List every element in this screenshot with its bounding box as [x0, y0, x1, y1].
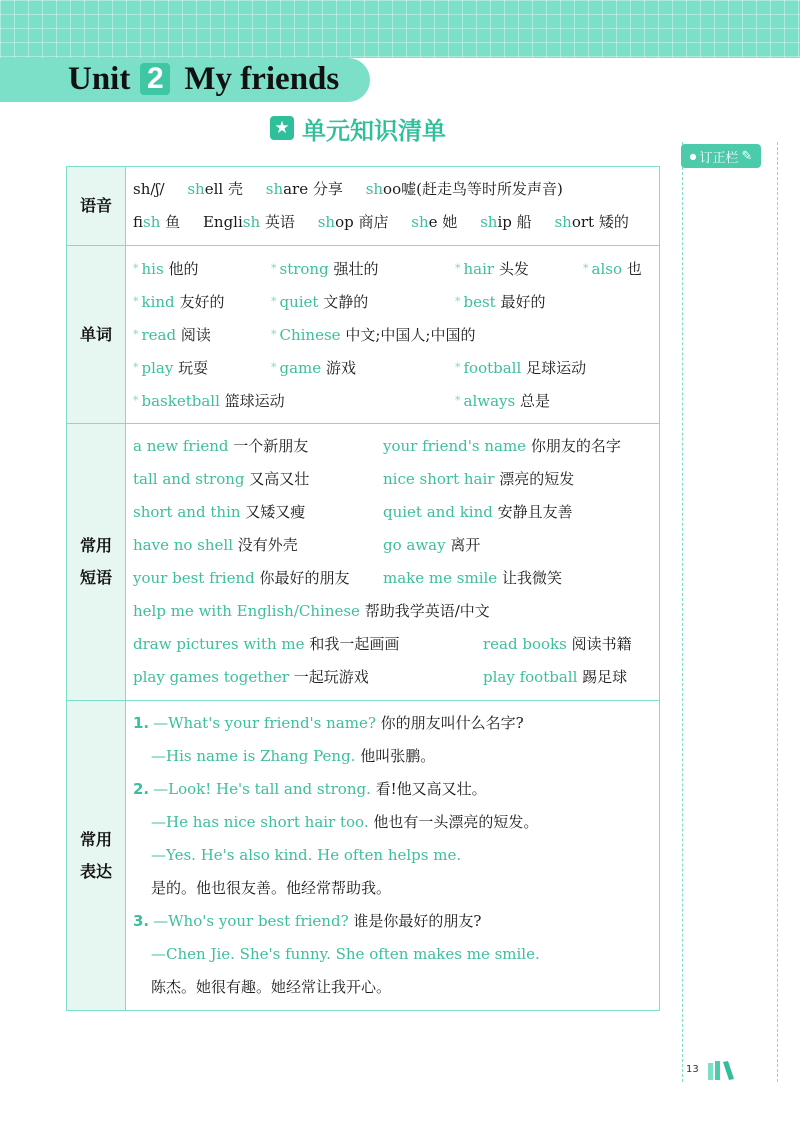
expression-line: 2. —Look! He's tall and strong. 看!他又高又壮。 — [133, 780, 487, 798]
phrase-item: play football 踢足球 — [483, 668, 628, 686]
expression-line: 3. —Who's your best friend? 谁是你最好的朋友? — [133, 912, 482, 930]
expressions-content — [126, 701, 660, 1011]
phrases-content — [126, 424, 660, 701]
vocab-item: * basketball 篮球运动 — [133, 392, 285, 410]
expressions-label: 常用 表达 — [67, 701, 126, 1011]
expression-line: 陈杰。她很有趣。她经常让我开心。 — [151, 978, 392, 996]
phrase-item: read books 阅读书籍 — [483, 635, 632, 653]
phonics-row — [67, 167, 660, 246]
vocab-item: * read 阅读 — [133, 326, 211, 344]
expression-line: —Chen Jie. She's funny. She often makes me smile. — [151, 945, 540, 963]
expression-line: —He has nice short hair too. 他也有一头漂亮的短发。 — [151, 813, 539, 831]
star-icon: ★ — [270, 116, 294, 140]
vocab-item: * also 也 — [583, 260, 642, 278]
section-heading — [270, 110, 446, 146]
phonics-word: ship 船 — [480, 213, 532, 231]
vocab-item: * game 游戏 — [271, 359, 356, 377]
phrase-item: quiet and kind 安静且友善 — [383, 503, 573, 521]
phonics-word: share 分享 — [265, 180, 343, 198]
vocab-item: * quiet 文静的 — [271, 293, 369, 311]
phonics-word: shop 商店 — [317, 213, 389, 231]
phrase-item: short and thin 又矮又瘦 — [133, 503, 306, 521]
expression-line: 1. —What's your friend's name? 你的朋友叫什么名字? — [133, 714, 524, 732]
phonics-word: she 她 — [411, 213, 458, 231]
phrase-item: your friend's name 你朋友的名字 — [383, 437, 621, 455]
phrase-item: have no shell 没有外壳 — [133, 536, 298, 554]
phrase-item: play games together 一起玩游戏 — [133, 668, 369, 686]
page-number: 13 — [686, 1064, 699, 1075]
vocab-item: * Chinese 中文;中国人;中国的 — [271, 326, 476, 344]
correction-column — [682, 142, 778, 1082]
knowledge-table — [66, 166, 660, 1011]
expression-line: —His name is Zhang Peng. 他叫张鹏。 — [151, 747, 436, 765]
vocab-content — [126, 246, 660, 424]
vocab-item: * football 足球运动 — [455, 359, 587, 377]
phonics-word: shoo嘘(赶走鸟等时所发声音) — [365, 180, 563, 198]
dot-icon: ● — [689, 151, 697, 161]
correction-label — [681, 144, 761, 168]
header-band — [0, 0, 800, 58]
phrase-item: your best friend 你最好的朋友 — [133, 569, 350, 587]
phonics-word: English 英语 — [202, 213, 295, 231]
phrase-item: make me smile 让我微笑 — [383, 569, 562, 587]
books-icon — [707, 1059, 737, 1081]
phonics-word: shell 壳 — [187, 180, 243, 198]
correction-label-text: 订正栏 — [699, 150, 739, 166]
unit-number-badge: 2 — [140, 63, 170, 95]
vocab-item: * always 总是 — [455, 392, 550, 410]
phonics-label: 语音 — [67, 167, 126, 246]
expressions-row — [67, 701, 660, 1011]
vocab-item: * his 他的 — [133, 260, 199, 278]
vocab-item: * hair 头发 — [455, 260, 529, 278]
phonics-rule: sh/ʃ/ — [133, 180, 165, 198]
phrases-row — [67, 424, 660, 701]
phrase-item: tall and strong 又高又壮 — [133, 470, 310, 488]
vocab-row — [67, 246, 660, 424]
phrases-label: 常用 短语 — [67, 424, 126, 701]
phrase-item: draw pictures with me 和我一起画画 — [133, 635, 400, 653]
unit-title — [68, 56, 339, 102]
vocab-label: 单词 — [67, 246, 126, 424]
unit-word: Unit — [68, 60, 131, 97]
unit-title-text: My friends — [184, 60, 340, 97]
phrase-item: go away 离开 — [383, 536, 481, 554]
pencil-icon: ✎ — [741, 148, 753, 164]
phonics-content — [126, 167, 660, 246]
phonics-word: short 矮的 — [554, 213, 629, 231]
vocab-item: * strong 强壮的 — [271, 260, 379, 278]
vocab-item: * play 玩耍 — [133, 359, 209, 377]
phrase-item: help me with English/Chinese 帮助我学英语/中文 — [133, 602, 490, 620]
phonics-word: fish 鱼 — [133, 213, 181, 231]
vocab-item: * best 最好的 — [455, 293, 546, 311]
expression-line: 是的。他也很友善。他经常帮助我。 — [151, 879, 392, 897]
phrase-item: nice short hair 漂亮的短发 — [383, 470, 575, 488]
expression-line: —Yes. He's also kind. He often helps me. — [151, 846, 462, 864]
vocab-item: * kind 友好的 — [133, 293, 225, 311]
phrase-item: a new friend 一个新朋友 — [133, 437, 309, 455]
section-title: 单元知识清单 — [302, 116, 446, 145]
